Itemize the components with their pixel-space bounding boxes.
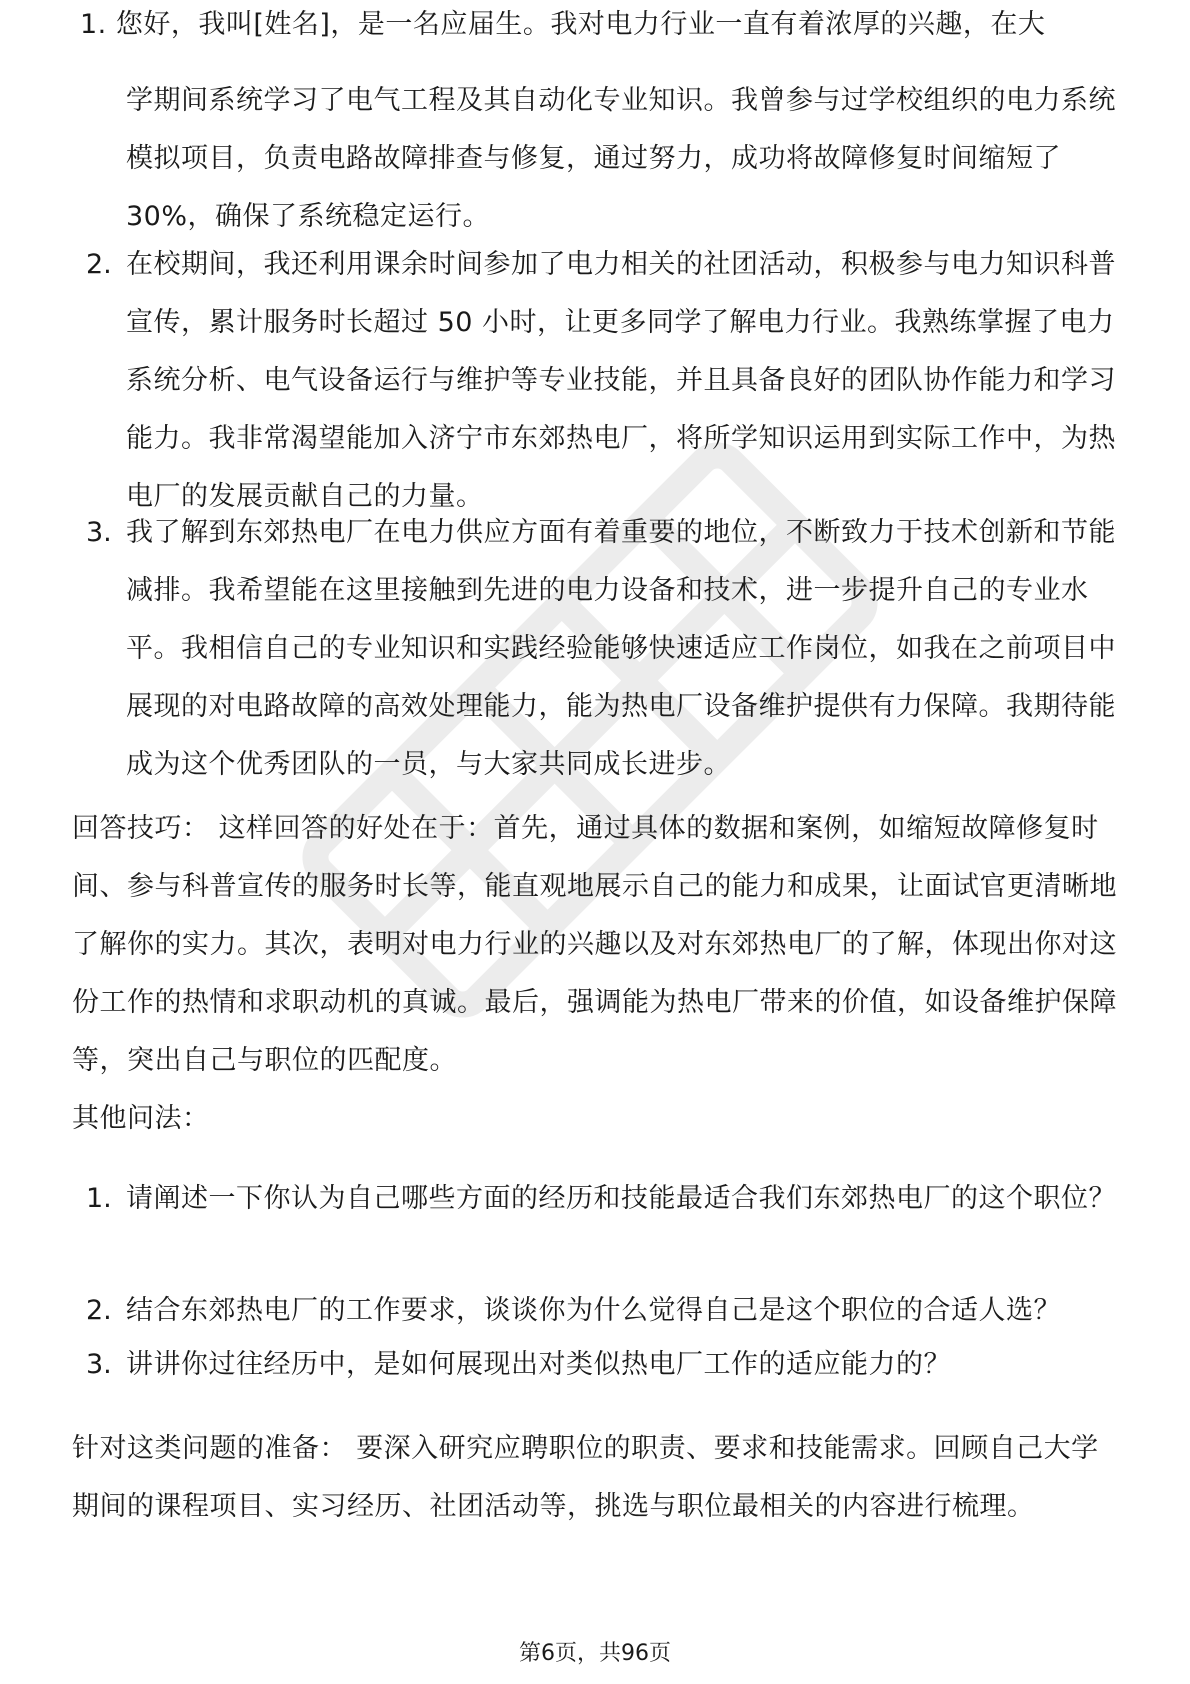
- answer-item-text: 在校期间，我还利用课余时间参加了电力相关的社团活动，积极参与电力知识科普宣传，累计服务时长超过 50 小时，让更多同学了解电力行业。我熟练掌握了电力系统分析、电气设备运行与维护等专业技能，并且具备良好的团队协作能力和学习能力。我非常渴望能加入济宁市东郊热电厂，将所学知识运用到实际工作中，为热电厂的发展贡献自己的力量。: [126, 249, 1116, 512]
- answer-tips-paragraph: 回答技巧： 这样回答的好处在于：首先，通过具体的数据和案例，如缩短故障修复时间、参与科普宣传的服务时长等，能直观地展示自己的能力和成果，让面试官更清晰地了解你的实力。其次，表明对电力行业的兴趣以及对东郊热电厂的了解，体现出你对这份工作的热情和求职动机的真诚。最后，强调能为热电厂带来的价值，如设备维护保障等，突出自己与职位的匹配度。: [72, 813, 1117, 1076]
- other-question-text: 结合东郊热电厂的工作要求，谈谈你为什么觉得自己是这个职位的合适人选？: [126, 1295, 1061, 1326]
- page-footer: 第6页，共96页: [519, 1641, 671, 1666]
- cut-off-first-line: [80, 9, 1120, 54]
- preparation-paragraph: 针对这类问题的准备： 要深入研究应聘职位的职责、要求和技能需求。回顾自己大学期间的课程项目、实习经历、社团活动等，挑选与职位最相关的内容进行梳理。: [72, 1433, 1099, 1522]
- answer-item-2: [80, 236, 1120, 526]
- other-question-text: 讲讲你过往经历中，是如何展现出对类似热电厂工作的适应能力的？: [126, 1349, 951, 1380]
- list-number: 3.: [86, 1349, 112, 1380]
- answer-item-3: [80, 504, 1120, 794]
- list-number: 2.: [86, 1295, 112, 1326]
- other-question-2: [80, 1282, 1120, 1340]
- list-number: 3.: [86, 517, 112, 548]
- list-number: 2.: [86, 249, 112, 280]
- other-questions-heading: 其他问法：: [72, 1103, 210, 1134]
- answer-item-text: 我了解到东郊热电厂在电力供应方面有着重要的地位，不断致力于技术创新和节能减排。我希望能在这里接触到先进的电力设备和技术，进一步提升自己的专业水平。我相信自己的专业知识和实践经验能够快速适应工作岗位，如我在之前项目中展现的对电路故障的高效处理能力，能为热电厂设备维护提供有力保障。我期待能成为这个优秀团队的一员，与大家共同成长进步。: [126, 517, 1116, 780]
- answer-item-text: 学期间系统学习了电气工程及其自动化专业知识。我曾参与过学校组织的电力系统模拟项目，负责电路故障排查与修复，通过努力，成功将故障修复时间缩短了 30%，确保了系统稳定运行。: [126, 85, 1116, 232]
- other-question-3: [80, 1336, 1120, 1394]
- cut-off-text: 1. 您好，我叫[姓名]，是一名应届生。我对电力行业一直有着浓厚的兴趣，在大: [80, 9, 1046, 40]
- other-question-text: 请阐述一下你认为自己哪些方面的经历和技能最适合我们东郊热电厂的这个职位？: [126, 1183, 1116, 1214]
- other-question-1: [80, 1170, 1120, 1228]
- list-number: 1.: [86, 1183, 112, 1214]
- answer-item-1-continued: [80, 72, 1120, 246]
